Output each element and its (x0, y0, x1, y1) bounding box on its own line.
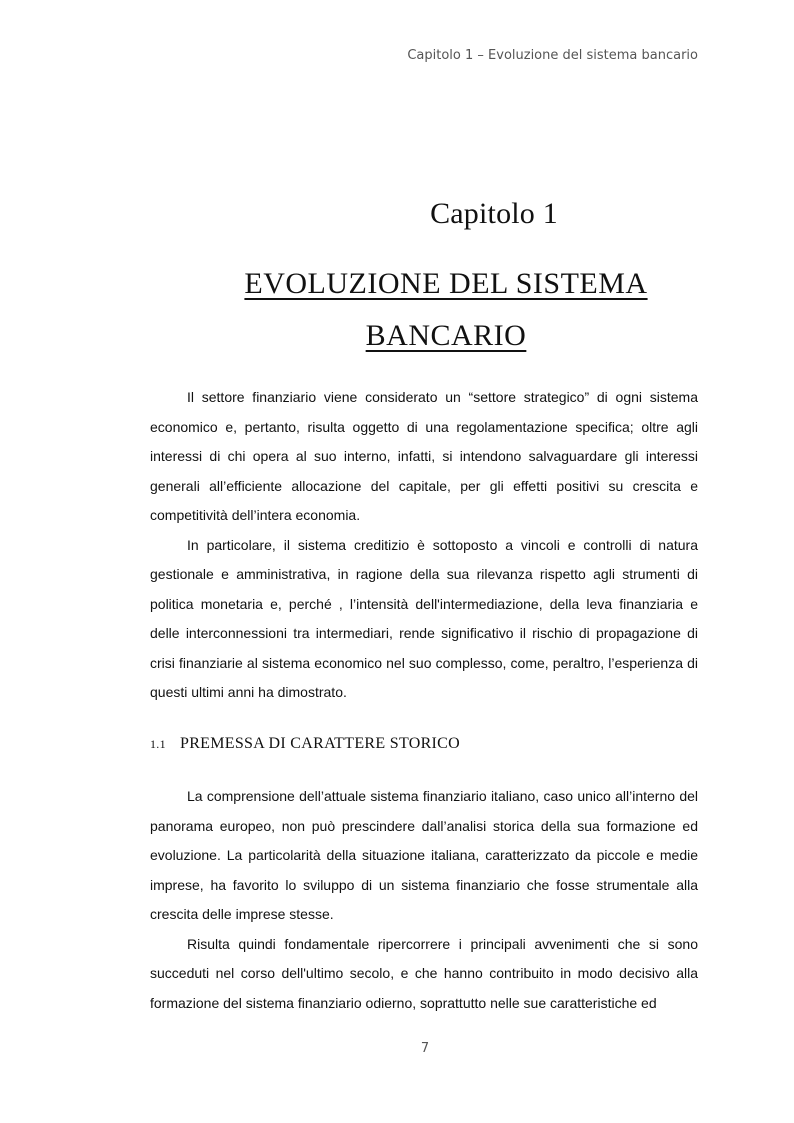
paragraph: Risulta quindi fondamentale ripercorrere i principali avvenimenti che si sono succeduti nel corso dell'ultimo secolo, e che hanno contribuito in modo decisivo alla formazione del sistema finanziario odierno, soprattutto nelle sue caratteristiche ed (150, 935, 698, 1011)
paragraph: Il settore finanziario viene considerato un “settore strategico” di ogni sistema economico e, pertanto, risulta oggetto di una regolamentazione specifica; oltre agli interessi di chi opera al suo interno, infatti, si intendono salvaguardare gli interessi generali all’efficiente allocazione del capitale, per gli effetti positivi su crescita e competitività dell’intera economia. (150, 389, 698, 523)
page-number: 7 (420, 1041, 430, 1056)
section-number: 1.1 (150, 737, 166, 751)
running-header: Capitolo 1 – Evoluzione del sistema bancario (407, 48, 698, 63)
section-title: PREMESSA DI CARATTERE STORICO (180, 735, 461, 752)
chapter-label: Capitolo 1 (430, 197, 558, 230)
section-heading (150, 735, 698, 753)
chapter-title-line-2: BANCARIO (365, 319, 527, 352)
intro-text-block (150, 383, 698, 708)
section-text-block (150, 782, 698, 1018)
chapter-title-line-1: EVOLUZIONE DEL SISTEMA (244, 267, 648, 300)
chapter-title (150, 258, 698, 362)
paragraph: In particolare, il sistema creditizio è sottoposto a vincoli e controlli di natura gestionale e amministrativa, in ragione della sua rilevanza rispetto agli strumenti di politica monetaria e, perché , l’intensità dell'intermediazione, della leva finanziaria e delle interconnessioni tra intermediari, rende significativo il rischio di propagazione di crisi finanziarie al sistema economico nel suo complesso, come, peraltro, l’esperienza di questi ultimi anni ha dimostrato. (150, 536, 698, 700)
paragraph: La comprensione dell’attuale sistema finanziario italiano, caso unico all’interno del panorama europeo, non può prescindere dall’analisi storica della sua formazione ed evoluzione. La particolarità della situazione italiana, caratterizzato da piccole e medie imprese, ha favorito lo sviluppo di un sistema finanziario che fosse strumentale alla crescita delle imprese stesse. (150, 788, 698, 922)
